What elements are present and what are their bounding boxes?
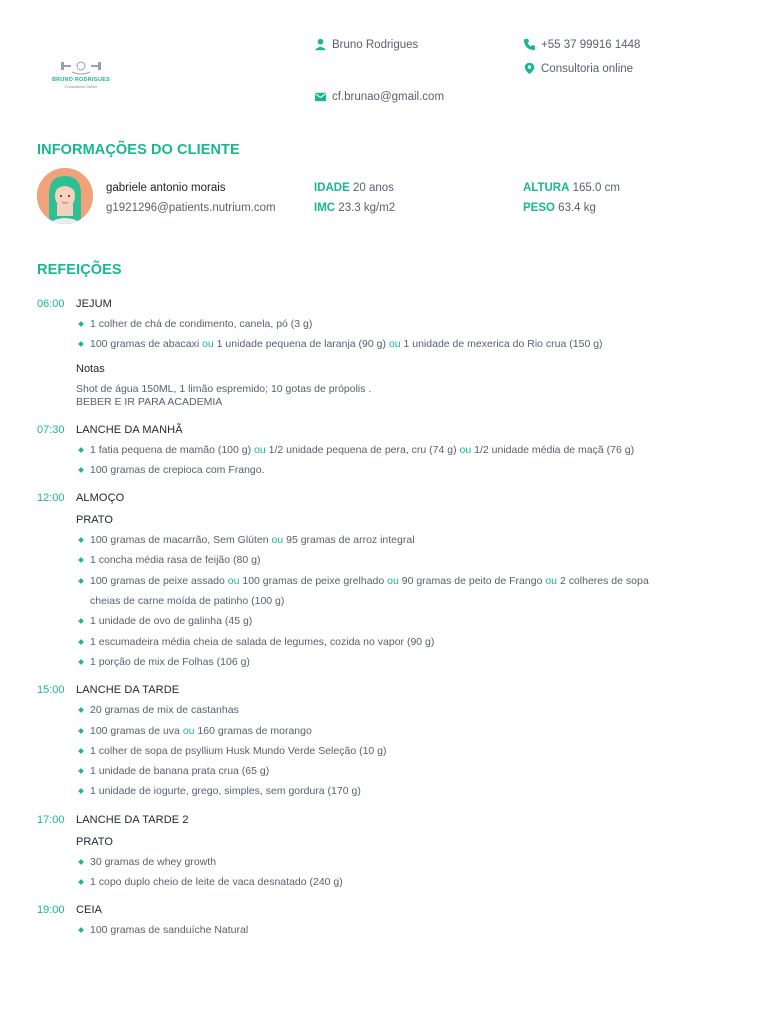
- notes-line: BEBER E IR PARA ACADEMIA: [76, 396, 223, 409]
- food-option: 1 colher de chá de condimento, canela, pó (3 g): [90, 318, 313, 330]
- food-item: [76, 334, 768, 354]
- client-bmi: [314, 202, 395, 214]
- meals-list: [0, 296, 768, 941]
- phone-icon: [523, 38, 536, 51]
- client-weight: [523, 202, 596, 214]
- food-item: [76, 852, 768, 872]
- notes-text: [0, 383, 768, 410]
- age-value: 20 anos: [352, 182, 394, 194]
- food-item: [76, 571, 768, 612]
- or-separator: ou: [251, 443, 269, 456]
- or-separator: ou: [542, 574, 560, 587]
- food-option: 100 gramas de macarrão, Sem Glúten: [90, 534, 272, 547]
- meal-name: CEIA: [76, 904, 103, 917]
- meal-header: [0, 902, 768, 918]
- email-text[interactable]: cf.brunao@gmail.com: [332, 90, 445, 103]
- food-item: [76, 920, 768, 940]
- document-header: [0, 0, 768, 120]
- nutritionist-name-text: Bruno Rodrigues: [332, 38, 419, 51]
- or-separator: ou: [384, 574, 402, 587]
- email-icon: [314, 90, 327, 103]
- food-item: [76, 721, 768, 741]
- meal-time: 19:00: [37, 904, 65, 917]
- meal-block: [0, 296, 768, 410]
- notes-line: Shot de água 150ML, 1 limão espremido; 10 gotas de própolis .: [76, 382, 372, 395]
- food-item: [76, 761, 768, 781]
- meal-items: [0, 530, 768, 672]
- food-option: 1 colher de sopa de psyllium Husk Mundo Verde Seleção (10 g): [90, 744, 387, 757]
- brand-logo: [44, 58, 118, 96]
- meal-items: [0, 314, 768, 355]
- height-value: 165.0 cm: [572, 182, 620, 194]
- client-height: [523, 182, 620, 194]
- or-separator: ou: [271, 534, 287, 547]
- food-option: 1 unidade de mexerica do Rio crua (150 g): [403, 338, 603, 351]
- meal-items: [0, 920, 768, 940]
- meal-block: [0, 682, 768, 801]
- meal-header: [0, 490, 768, 506]
- client-name: gabriele antonio morais: [106, 182, 226, 194]
- food-item: [76, 460, 768, 480]
- meal-items: [0, 700, 768, 801]
- logo-name: BRUNO RODRIGUES: [51, 77, 110, 83]
- meal-time: 15:00: [37, 684, 65, 697]
- meal-header: [0, 296, 768, 312]
- nutritionist-name: [314, 38, 418, 51]
- food-item: [76, 440, 768, 460]
- food-option: 100 gramas de crepioca com Frango.: [90, 463, 265, 476]
- meal-block: [0, 490, 768, 672]
- food-option: 1/2 unidade média de maçã (76 g): [474, 443, 635, 456]
- food-option: 100 gramas de abacaxi: [90, 338, 200, 351]
- logo-subtitle: Consultoria Online: [64, 84, 98, 89]
- meal-block: [0, 902, 768, 940]
- location-text: Consultoria online: [541, 62, 634, 75]
- meal-name: ALMOÇO: [76, 492, 125, 505]
- food-option: 1 fatia pequena de mamão (100 g): [90, 443, 252, 456]
- food-option: 20 gramas de mix de castanhas: [90, 704, 239, 717]
- meal-subtitle: PRATO: [76, 835, 113, 848]
- food-option: 1 unidade de iogurte, grego, simples, sem gordura (170 g): [90, 785, 361, 798]
- meal-header: [0, 422, 768, 438]
- avatar-illustration-icon: [37, 168, 93, 224]
- food-item: [76, 530, 768, 550]
- weight-label: PESO: [523, 202, 555, 214]
- user-icon: [314, 38, 327, 51]
- meal-subtitle: PRATO: [76, 514, 113, 527]
- food-option: 1 unidade de ovo de galinha (45 g): [90, 615, 253, 628]
- food-item: [76, 741, 768, 761]
- client-email: g1921296@patients.nutrium.com: [106, 202, 276, 214]
- food-option: 2 colheres de sopa cheias de carne moída de patinho (100 g): [90, 574, 649, 608]
- food-option: 1 copo duplo cheio de leite de vaca desnatado (240 g): [90, 876, 343, 889]
- meal-items: [0, 852, 768, 893]
- food-item: [76, 314, 768, 334]
- food-option: 1 unidade de banana prata crua (65 g): [90, 765, 270, 778]
- meal-name: LANCHE DA TARDE: [76, 684, 180, 697]
- meal-time: 12:00: [37, 492, 65, 505]
- age-label: IDADE: [314, 182, 350, 194]
- food-item: [76, 781, 768, 801]
- food-item: [76, 550, 768, 570]
- food-option: 1 unidade pequena de laranja (90 g): [216, 338, 386, 351]
- meal-time: 17:00: [37, 813, 65, 826]
- email[interactable]: [314, 90, 444, 103]
- food-option: 100 gramas de peixe assado: [90, 574, 225, 587]
- food-option: 100 gramas de peixe grelhado: [242, 574, 385, 587]
- meal-items: [0, 440, 768, 481]
- food-item: [76, 700, 768, 720]
- meal-name: LANCHE DA TARDE 2: [76, 813, 189, 826]
- food-item: [76, 872, 768, 892]
- meal-name: JEJUM: [76, 298, 112, 310]
- logo-emblem-icon: [58, 58, 104, 76]
- weight-value: 63.4 kg: [558, 202, 596, 214]
- food-option: 1 porção de mix de Folhas (106 g): [90, 655, 250, 668]
- food-option: 95 gramas de arroz integral: [286, 534, 415, 547]
- bmi-value: 23.3 kg/m2: [338, 202, 396, 214]
- meal-time: 06:00: [37, 298, 65, 310]
- meals-section-title: REFEIÇÕES: [37, 262, 122, 278]
- food-option: 1/2 unidade pequena de pera, cru (74 g): [268, 443, 457, 456]
- meal-time: 07:30: [37, 423, 65, 436]
- or-separator: ou: [179, 724, 198, 737]
- notes-title: Notas: [76, 362, 105, 375]
- food-item: [76, 652, 768, 672]
- meal-header: [0, 682, 768, 698]
- client-avatar: [37, 168, 93, 224]
- or-separator: ou: [385, 338, 404, 351]
- food-option: 1 escumadeira média cheia de salada de legumes, cozida no vapor (90 g): [90, 635, 435, 648]
- or-separator: ou: [456, 443, 475, 456]
- meal-block: [0, 422, 768, 481]
- bmi-label: IMC: [314, 202, 336, 214]
- location: [523, 62, 633, 75]
- meal-name: LANCHE DA MANHÃ: [76, 423, 183, 436]
- meal-block: [0, 812, 768, 893]
- or-separator: ou: [224, 574, 243, 587]
- food-option: 1 concha média rasa de feijão (80 g): [90, 554, 261, 567]
- client-age: [314, 182, 394, 194]
- meal-header: [0, 812, 768, 828]
- food-option: 160 gramas de morango: [197, 724, 312, 737]
- phone-text[interactable]: +55 37 99916 1448: [541, 38, 641, 51]
- phone[interactable]: [523, 38, 640, 51]
- food-option: 90 gramas de peito de Frango: [401, 574, 543, 587]
- food-option: 30 gramas de whey growth: [90, 855, 217, 868]
- location-pin-icon: [523, 62, 536, 75]
- food-item: [76, 632, 768, 652]
- height-label: ALTURA: [523, 182, 570, 194]
- or-separator: ou: [199, 338, 217, 351]
- food-item: [76, 611, 768, 631]
- client-section-title: INFORMAÇÕES DO CLIENTE: [37, 142, 240, 158]
- food-option: 100 gramas de sanduíche Natural: [90, 924, 249, 937]
- food-option: 100 gramas de uva: [90, 724, 180, 737]
